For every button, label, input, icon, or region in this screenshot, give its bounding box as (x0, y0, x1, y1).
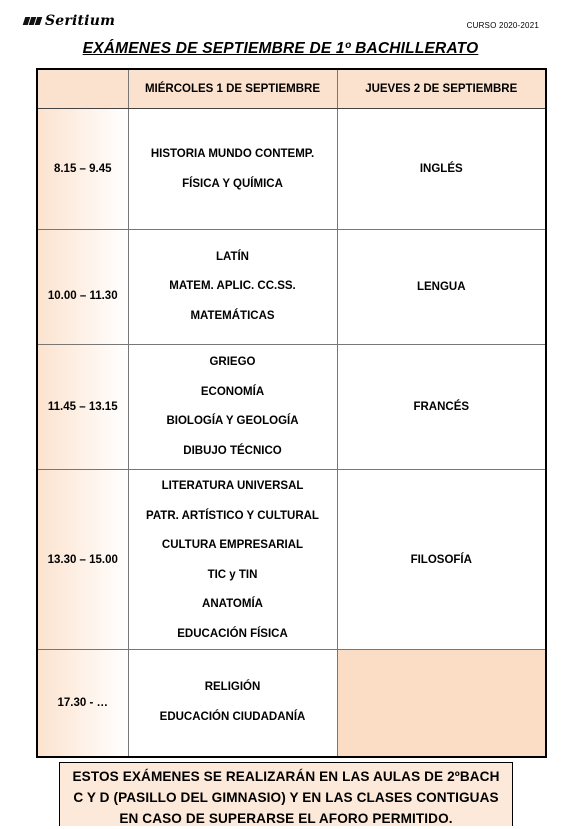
thursday-cell: LENGUA (337, 230, 546, 345)
table-row (37, 109, 546, 230)
subject: CULTURA EMPRESARIAL (161, 539, 304, 551)
table-row (37, 470, 546, 650)
subject: GRIEGO (209, 356, 256, 368)
subject: HISTORIA MUNDO CONTEMP. (150, 148, 315, 160)
subject: BIOLOGÍA Y GEOLOGÍA (166, 415, 299, 427)
table-row (37, 230, 546, 345)
thursday-cell: FRANCÉS (337, 345, 546, 470)
subject: ECONOMÍA (200, 385, 265, 398)
exam-location-notice: ESTOS EXÁMENES SE REALIZARÁN EN LAS AULAS DE 2ºBACH C Y D (PASILLO DEL GIMNASIO) Y EN LAS CLASES CONTIGUAS EN CASO DE SUPERARSE EL AFORO PERMITIDO. (59, 762, 513, 826)
thursday-cell: FILOSOFÍA (337, 470, 546, 650)
subject: TIC y TIN (207, 568, 258, 581)
wednesday-cell (128, 109, 337, 230)
wednesday-cell (128, 230, 337, 345)
subject: MATEMÁTICAS (190, 309, 275, 322)
subject: ANATOMÍA (202, 598, 263, 610)
time-slot: 17.30 - … (37, 650, 128, 757)
exam-schedule-table (36, 68, 547, 758)
table-row (37, 650, 546, 757)
header-cell-time (37, 69, 128, 109)
subject: LATÍN (215, 250, 249, 263)
table-header-row (37, 69, 546, 109)
wednesday-cell (128, 650, 337, 757)
time-slot: 8.15 – 9.45 (37, 109, 128, 230)
subject: EDUCACIÓN CIUDADANÍA (159, 710, 306, 723)
time-slot: 11.45 – 13.15 (37, 345, 128, 470)
wednesday-cell (128, 345, 337, 470)
subject: MATEM. APLIC. CC.SS. (169, 280, 296, 293)
subject: EDUCACIÓN FÍSICA (177, 627, 288, 640)
page-title: EXÁMENES DE SEPTIEMBRE DE 1º BACHILLERATO (82, 40, 479, 57)
subject: RELIGIÓN (204, 681, 261, 694)
course-label: CURSO 2020-2021 (466, 21, 539, 30)
subject: LITERATURA UNIVERSAL (161, 480, 304, 492)
subject: PATR. ARTÍSTICO Y CULTURAL (146, 509, 319, 522)
time-slot: 13.30 – 15.00 (37, 470, 128, 650)
logo-mark-icon (24, 17, 41, 25)
thursday-cell-empty (337, 650, 546, 757)
subject: DIBUJO TÉCNICO (183, 444, 282, 457)
school-logo (24, 12, 115, 30)
header-cell-thursday: JUEVES 2 DE SEPTIEMBRE (337, 69, 546, 109)
time-slot: 10.00 – 11.30 (37, 230, 128, 345)
wednesday-cell (128, 470, 337, 650)
logo-text: Seritium (45, 13, 116, 29)
subject: FÍSICA Y QUÍMICA (182, 178, 283, 190)
thursday-cell: INGLÉS (337, 109, 546, 230)
table-row (37, 345, 546, 470)
header-cell-wednesday: MIÉRCOLES 1 DE SEPTIEMBRE (128, 69, 337, 109)
